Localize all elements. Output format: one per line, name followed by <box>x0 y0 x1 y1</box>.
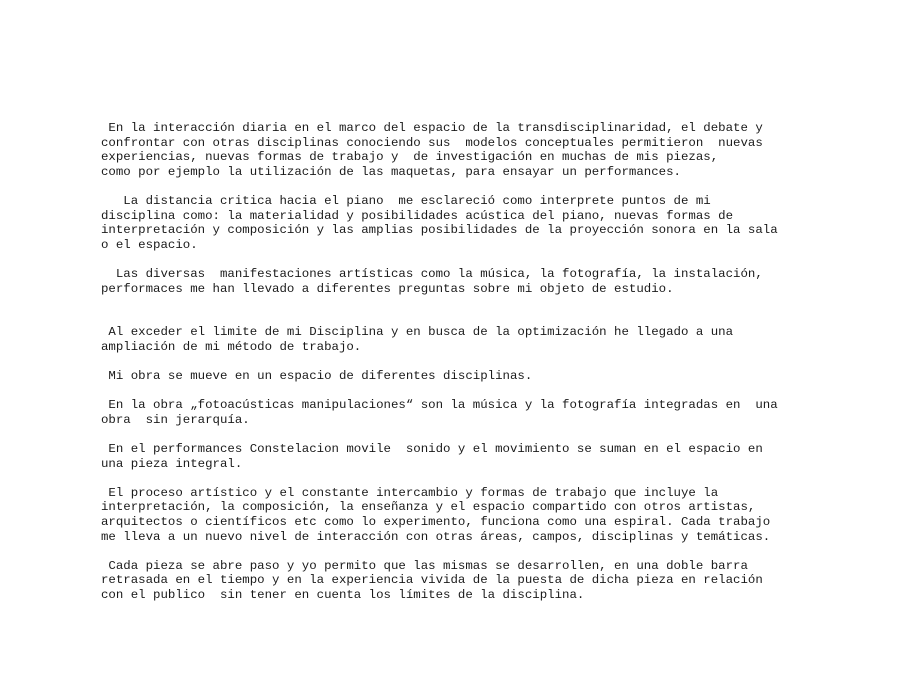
text-line: retrasada en el tiempo y en la experiencia vivida de la puesta de dicha pieza en relación <box>101 573 763 588</box>
text-line: El proceso artístico y el constante intercambio y formas de trabajo que incluye la <box>101 485 719 500</box>
text-line: En la obra „fotoacústicas manipulaciones“ son la música y la fotografía integradas en una <box>101 398 778 413</box>
document-text <box>101 121 821 603</box>
text-line: Cada pieza se abre paso y yo permito que las mismas se desarrollen, en una doble barra <box>101 558 748 573</box>
paragraph-piano-distance <box>101 194 821 252</box>
text-line: confrontar con otras disciplinas conociendo sus modelos conceptuales permitieron nuevas <box>101 135 763 150</box>
text-line: obra sin jerarquía. <box>101 412 250 427</box>
text-line: con el publico sin tener en cuenta los límites de la disciplina. <box>101 588 585 602</box>
text-line: disciplina como: la materialidad y posibilidades acústica del piano, nuevas formas de <box>101 208 734 223</box>
paragraph-exceeding-limits <box>101 325 821 354</box>
text-line: como por ejemplo la utilización de las maquetas, para ensayar un performances. <box>101 164 681 179</box>
text-line: experiencias, nuevas formas de trabajo y de investigación en muchas de mis piezas, <box>101 150 719 165</box>
text-line: performaces me han llevado a diferentes preguntas sobre mi objeto de estudio. <box>101 281 674 296</box>
text-line: Mi obra se mueve en un espacio de diferentes disciplinas. <box>101 369 533 384</box>
text-line: En la interacción diaria en el marco del espacio de la transdisciplinaridad, el debate y <box>101 121 763 135</box>
text-line: Al exceder el limite de mi Disciplina y en busca de la optimización he llegado a una <box>101 325 734 340</box>
text-line: interpretación y composición y las amplias posibilidades de la proyección sonora en la sala <box>101 223 778 238</box>
paragraph-constelacion <box>101 442 821 471</box>
text-line: ampliación de mi método de trabajo. <box>101 339 362 354</box>
text-line: arquitectos o científicos etc como lo experimento, funciona como una espiral. Cada trabajo <box>101 515 771 530</box>
text-line: me lleva a un nuevo nivel de interacción con otras áreas, campos, disciplinas y temáticas. <box>101 529 771 544</box>
paragraph-transdisciplinarity <box>101 121 821 179</box>
paragraph-each-piece <box>101 559 821 603</box>
paragraph-fotoacusticas <box>101 398 821 427</box>
text-line: Las diversas manifestaciones artísticas como la música, la fotografía, la instalación, <box>101 266 763 281</box>
text-line: La distancia critica hacia el piano me esclareció como interprete puntos de mi <box>101 193 711 208</box>
text-line: o el espacio. <box>101 237 198 252</box>
text-line: En el performances Constelacion movile sonido y el movimiento se suman en el espacio en <box>101 442 763 457</box>
paragraph-artistic-process <box>101 486 821 544</box>
paragraph-artistic-manifestations <box>101 267 821 296</box>
text-line: interpretación, la composición, la enseñanza y el espacio compartido con otros artistas, <box>101 500 756 515</box>
paragraph-work-space <box>101 369 821 384</box>
text-line: una pieza integral. <box>101 456 243 471</box>
